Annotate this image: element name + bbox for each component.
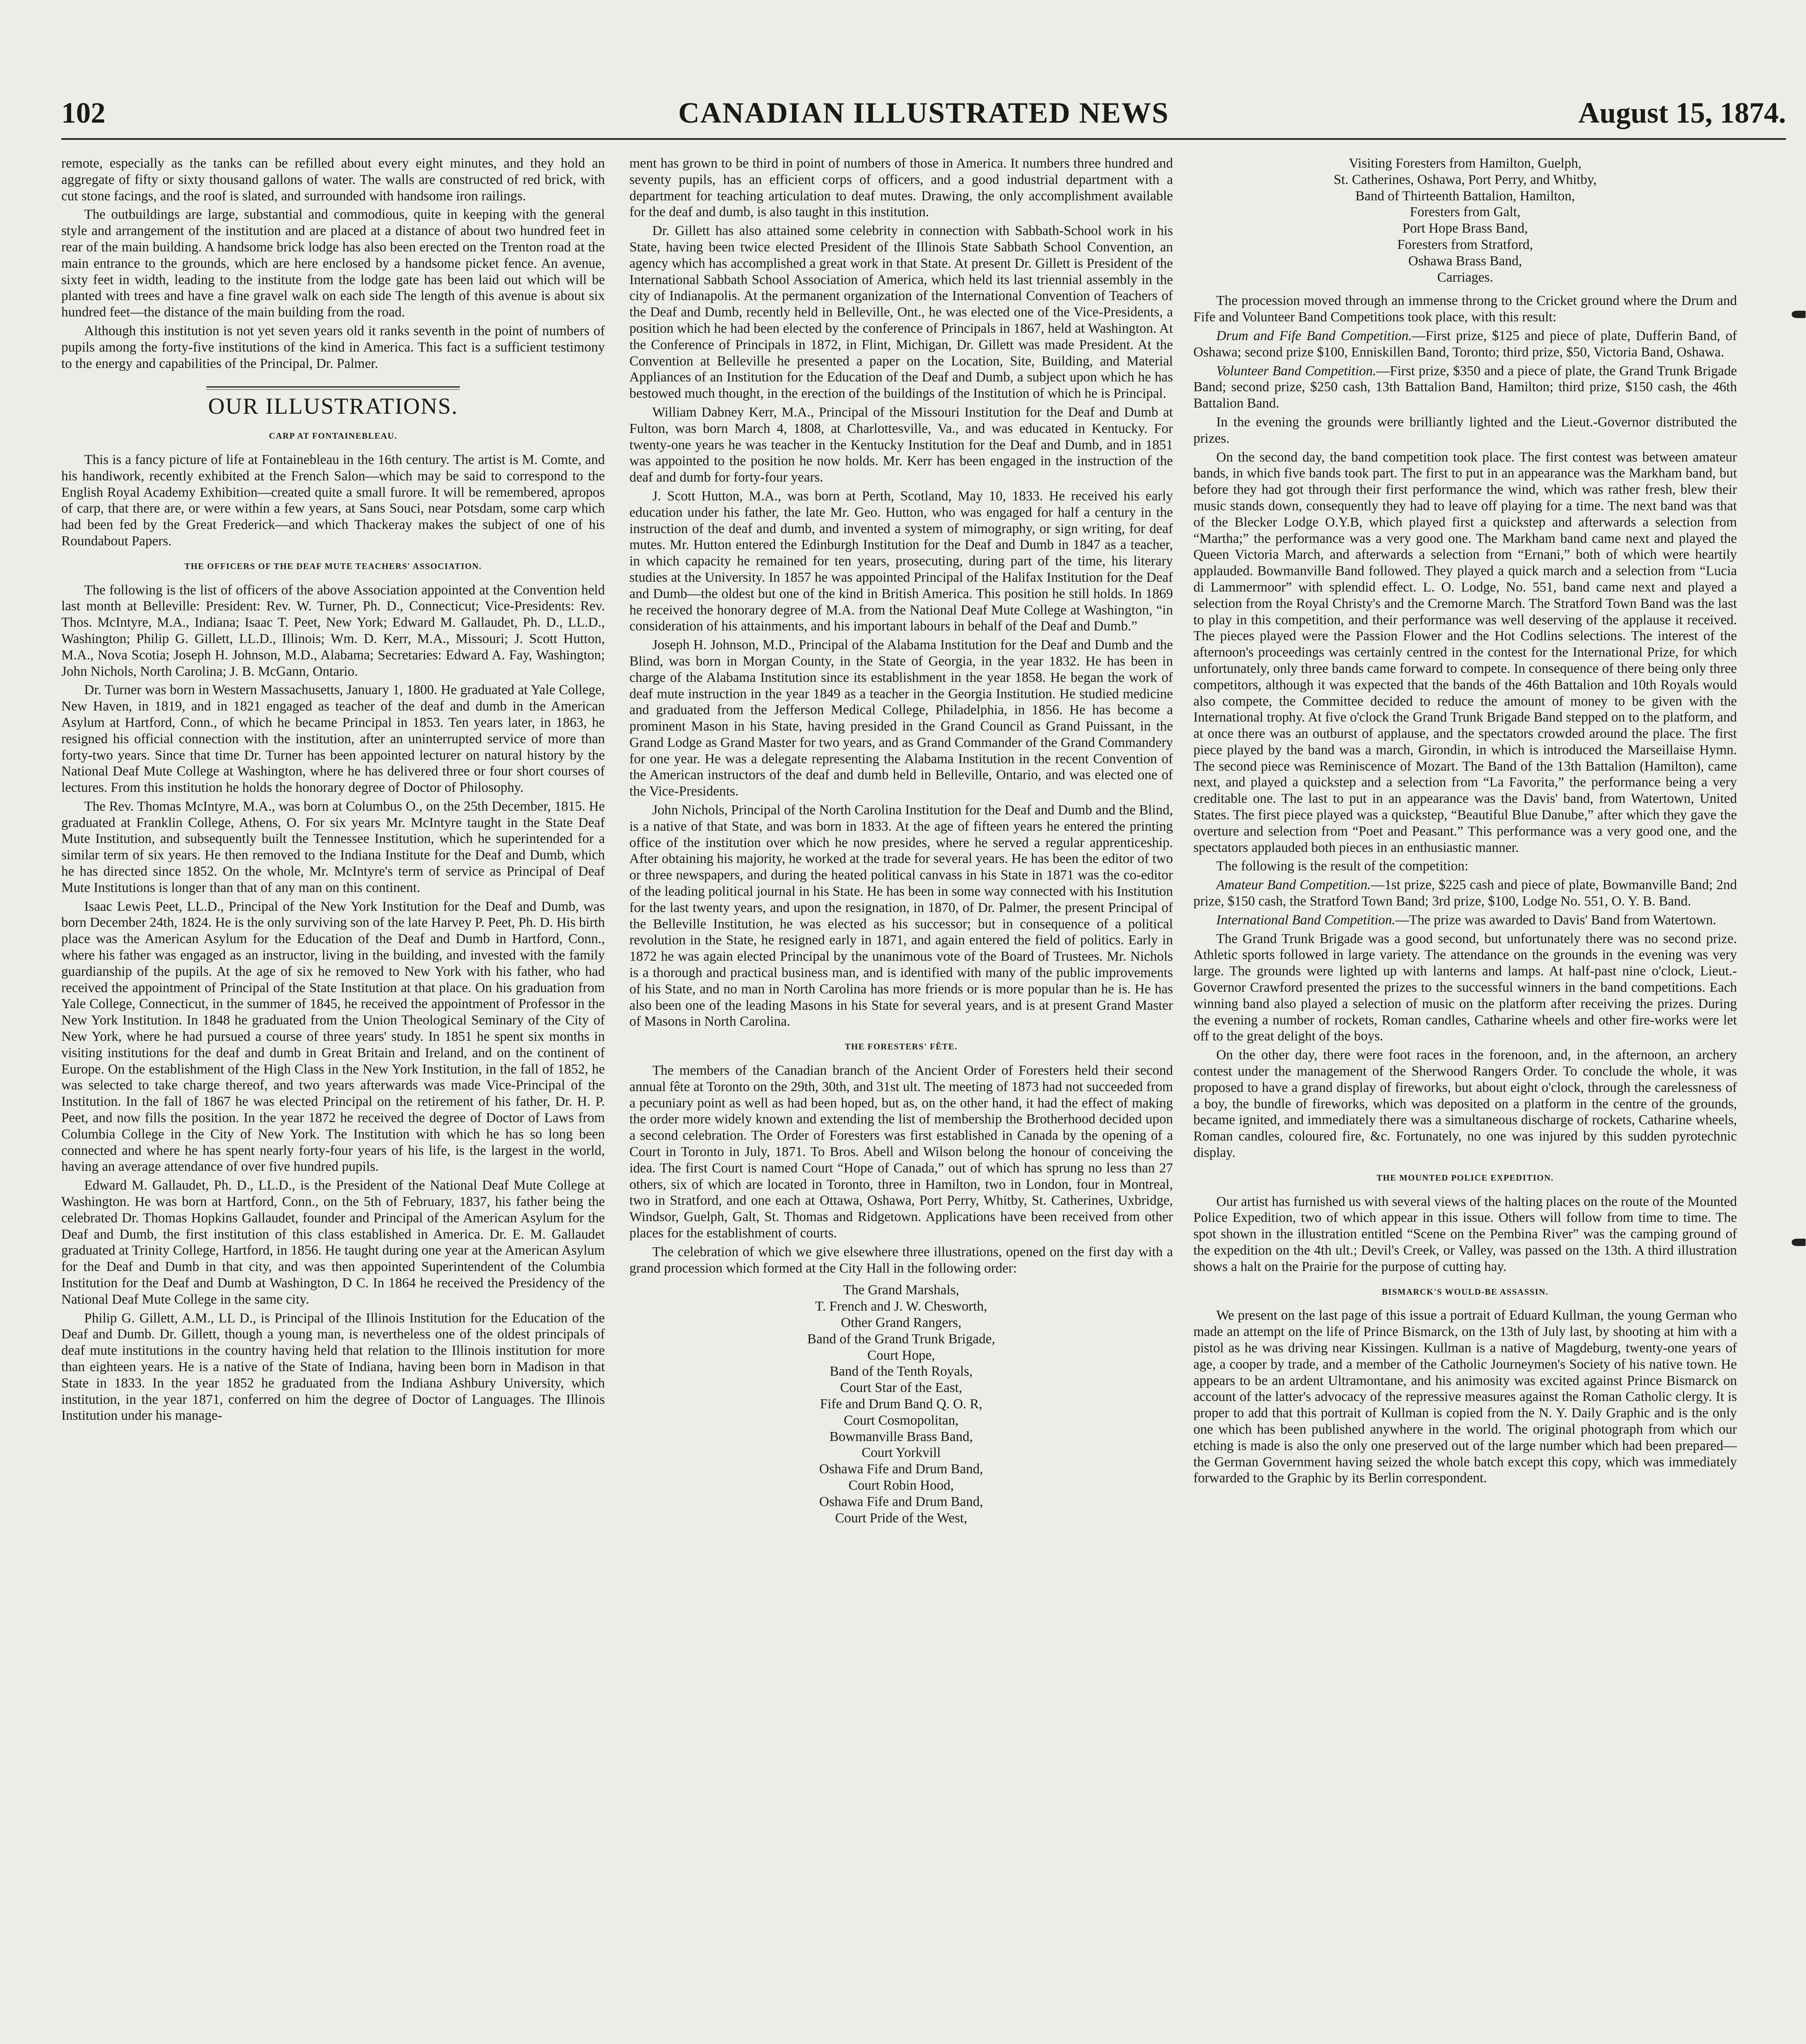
result-label: International Band Competition.	[1216, 912, 1396, 928]
article-paragraph: The following is the result of the competition:	[1216, 858, 1468, 874]
page-header	[61, 96, 1786, 135]
article-paragraph: The celebration of which we give elsewhere three illustrations, opened on the first day with a grand procession which formed at the City Hall in the following order:	[629, 1244, 1173, 1276]
article-paragraph: The Grand Trunk Brigade was a good second, but unfortunately there was no second prize. Athletic sports followed in large variety. The attendance on the grounds in the evening was very large. The grounds were lighted up with lanterns and lamps. At half-past nine o'clock, Lieut.-Governor Crawford presented the prizes to the successful winners in the band competitions. Each winning band also played a selection of music on the platform after receiving the prizes. During the evening a number of rockets, Roman candles, Catharine wheels and other fire-works were let off to the great delight of the boys.	[1193, 931, 1737, 1044]
procession-list	[629, 1282, 1173, 1526]
procession-item: Other Grand Rangers,	[841, 1315, 962, 1330]
article-paragraph: The procession moved through an immense throng to the Cricket ground where the Drum and Fife and Volunteer Band Competitions took place, with this result:	[1193, 293, 1737, 325]
article-paragraph: We present on the last page of this issue a portrait of Eduard Kullman, the young German who made an attempt on the life of Prince Bismarck, on the 13th of July last, by shooting at him with a pistol as he was driving near Kissingen. Kullman is a native of Magdeburg, twenty-one years of age, a cooper by trade, and a member of the Catholic Journeymen's Society of his native town. He appears to be an ardent Ultramontane, and his animosity was excited against Prince Bismarck on account of the latter's advocacy of the repressive measures against the Roman Catholic clergy. It is proper to add that this portrait of Kullman is copied from the N. Y. Daily Graphic and is the only one which has been published anywhere in the world. The original photograph from which our etching is made is also the only one preserved out of the large number which had been prepared—the German Government having seized the whole batch except this copy, which was immediately forwarded to the Graphic by its Berlin correspondent.	[1193, 1308, 1737, 1486]
procession-item: Band of Thirteenth Battalion, Hamilton,	[1355, 188, 1575, 204]
result-text: —First prize, $350 and a piece of plate, the Grand Trunk Brigade Band; second prize, $250 cash, 13th Battalion Band, Hamilton; third prize, $150 cash, the 46th Battalion Band.	[1193, 363, 1737, 411]
header-rule	[61, 138, 1786, 140]
subheading-foresters: THE FORESTERS' FÊTE.	[845, 1042, 958, 1052]
article-paragraph: Our artist has furnished us with several views of the halting places on the route of the Mounted Police Expedition, two of which appear in this issue. Others will follow from time to time. The spot shown in the illustration entitled “Scene on the Pembina River” was the camping ground of the expedition on the 4th ult.; Devil's Creek, or Valley, was passed on the 13th. A third illustration shows a halt on the Prairie for the purpose of cutting hay.	[1193, 1194, 1737, 1274]
article-paragraph: John Nichols, Principal of the North Carolina Institution for the Deaf and Dumb and the Blind, is a native of that State, and was born in 1833. At the age of fifteen years he entered the printing office of the institution over which he now presides, where he served a regular apprenticeship. After obtaining his majority, he worked at the trade for several years. He has been the editor of two or three newspapers, and during the heated political canvass in his State in 1871 was the co-editor of the leading political journal in his State. He has been in some way connected with his Institution for the last twenty years, and upon the resignation, in 1870, of Dr. Palmer, the present Principal of the Belleville Institution, he was elected as his successor; but in consequence of a political revolution in the State, he resigned early in 1871, and again entered the field of politics. Early in 1872 he was again elected Principal by the unanimous vote of the Board of Trustees. Mr. Nichols is a thorough and practical business man, and is identified with many of the public improvements of his State, and no man in North Carolina has more friends or is more popular than he is. He has also been one of the leading Masons in his State for several years, and is at present Grand Master of Masons in North Carolina.	[629, 802, 1173, 1029]
procession-item: Court Yorkvill	[862, 1445, 941, 1461]
article-paragraph: Philip G. Gillett, A.M., LL D., is Principal of the Illinois Institution for the Education of the Deaf and Dumb. Dr. Gillett, though a young man, is nevertheless one of the oldest principals of deaf mute institutions in the country having held that relation to the Illinois institution for more than eighteen years. He is a native of the State of Indiana, having been born in Madison in that State in 1833. In the year 1852 he graduated from the Indiana Ashbury University, which institution, in the year 1871, conferred on him the degree of Doctor of Languages. The Illinois Institution under his manage-	[61, 1310, 605, 1423]
article-paragraph: Isaac Lewis Peet, LL.D., Principal of the New York Institution for the Deaf and Dumb, was born December 24th, 1824. He is the only surviving son of the late Harvey P. Peet, Ph. D. His birth place was the American Asylum for the Education of the Deaf and Dumb in Hartford, Conn., where his father was engaged as an instructor, living in the building, and invested with the family guardianship of the pupils. At the age of six he removed to New York with his father, who had received the appointment of Principal of the State Institution at that place. On his graduation from Yale College, Connecticut, in the summer of 1845, he received the appointment of Professor in the New York Institution. In 1848 he graduated from the Union Theological Seminary of the City of New York, where he had pursued a course of three years' study. In 1851 he spent six months in visiting institutions for the deaf and dumb in Great Britain and Ireland, and on the continent of Europe. On the establishment of the High Class in the New York Institution, in the fall of 1852, he was selected to take charge thereof, and two years afterwards was made Vice-Principal of the Institution. In the fall of 1867 he was elected Principal on the retirement of his father, Dr. H. P. Peet, and now fills the position. In the year 1872 he received the degree of Doctor of Laws from Columbia College in the City of New York. The Institution with which he has so long been connected and where he has spent nearly forty-four years of his life, is the largest in the world, having an average attendance of over five hundred pupils.	[61, 899, 605, 1174]
procession-item: Court Cosmopolitan,	[844, 1412, 959, 1428]
section-divider	[206, 386, 460, 390]
article-paragraph: The Rev. Thomas McIntyre, M.A., was born at Columbus O., on the 25th December, 1815. He graduated at Franklin College, Athens, O. For six years Mr. McIntyre taught in the State Deaf Mute Institution, and subsequently built the Tennessee Institution, which he superintended for a similar term of six years. He then removed to the Indiana Institute for the Deaf and Dumb, which he has directed since 1852. On the whole, Mr. McIntyre's term of service as Principal of Deaf Mute Institutions is longer than that of any man on this continent.	[61, 798, 605, 895]
article-paragraph: Joseph H. Johnson, M.D., Principal of the Alabama Institution for the Deaf and Dumb and the Blind, was born in Morgan County, in the State of Georgia, in the year 1832. He has been in charge of the Alabama Institution since its establishment in the year 1858. He began the work of deaf mute instruction in the year 1849 as a teacher in the Georgia Institution. He studied medicine and graduated from the Jefferson Medical College, Philadelphia, in 1856. He has become a prominent Mason in his State, having presided in the Grand Council as Grand Puissant, in the Grand Lodge as Grand Master for two years, and as Grand Commander of the Grand Commandery for one year. He was a delegate representing the Alabama Institution in the recent Convention of the American instructors of the deaf and dumb held in Belleville, Ontario, and was elected one of the Vice-Presidents.	[629, 637, 1173, 799]
article-paragraph: J. Scott Hutton, M.A., was born at Perth, Scotland, May 10, 1833. He received his early education under his father, the late Mr. Geo. Hutton, who was engaged for half a century in the instruction of the deaf and dumb, and invented a system of mimography, or sign writing, for deaf mutes. Mr. Hutton entered the Edinburgh Institution for the Deaf and Dumb in 1847 as a teacher, in which capacity he remained for ten years, prosecuting, during part of the time, his literary studies at the University. In 1857 he was appointed Principal of the Halifax Institution for the Deaf and Dumb—the oldest but one of the kind in British America. This position he still holds. In 1869 he received the honorary degree of M.A. from the National Deaf Mute College at Washington, “in consideration of his attainments, and his important labours in behalf of the Deaf and Dumb.”	[629, 488, 1173, 634]
procession-item: Fife and Drum Band Q. O. R,	[820, 1396, 982, 1412]
competition-result	[1193, 912, 1737, 928]
procession-item: Bowmanville Brass Band,	[829, 1429, 973, 1444]
procession-item: Court Robin Hood,	[848, 1477, 954, 1493]
procession-item: Port Hope Brass Band,	[1402, 221, 1528, 236]
subheading-carp: CARP AT FONTAINEBLEAU.	[269, 431, 397, 441]
column-2	[629, 155, 1173, 1533]
article-paragraph: ment has grown to be third in point of numbers of those in America. It numbers three hundred and seventy pupils, has an efficient corps of officers, and a good industrial department with a department for teaching articulation to deaf mutes. Drawing, the only accomplishment available for the deaf and dumb, is also taught in this institution.	[629, 156, 1173, 220]
procession-item: Visiting Foresters from Hamilton, Guelph,	[1349, 156, 1582, 171]
competition-result	[1193, 328, 1737, 361]
procession-item: Carriages.	[1437, 269, 1493, 285]
article-paragraph: Edward M. Gallaudet, Ph. D., LL.D., is the President of the National Deaf Mute College at Washington. He was born at Hartford, Conn., on the 5th of February, 1837, his father being the celebrated Dr. Thomas Hopkins Gallaudet, founder and Principal of the American Asylum for the Deaf and Dumb, the first institution of this class established in America. Dr. E. M. Gallaudet graduated at Trinity College, Hartford, in 1856. He taught during one year at the American Asylum for the Deaf and Dumb in that city, and was then appointed Superintendent of the Columbia Institution for the Deaf and Dumb at Washington, D C. In 1864 he received the Presidency of the National Deaf Mute College in the same city.	[61, 1178, 605, 1307]
article-paragraph: The outbuildings are large, substantial and commodious, quite in keeping with the general style and arrangement of the institution and are placed at a distance of about two hundred feet in rear of the main building. A handsome brick lodge has also been erected on the Trenton road at the main entrance to the grounds, which are here enclosed by a handsome picket fence. An avenue, sixty feet in width, leading to the institute from the lodge gate has been laid out which will be planted with trees and have a fine gravel walk on each side The length of this avenue is about six hundred feet—the distance of the main building from the road.	[61, 207, 605, 320]
result-label: Drum and Fife Band Competition.	[1216, 328, 1412, 343]
issue-date: August 15, 1874.	[1578, 96, 1786, 129]
article-paragraph: On the second day, the band competition took place. The first contest was between amateur bands, in which five bands took part. The first to put in an appearance was the Markham band, but before they had got through their first performance the wind, which was rather fresh, blew their music stands down, consequently they had to leave off playing for a time. The next band was that of the Blecker Lodge O.Y.B, which played first a quickstep and afterwards a selection from “Martha;” the performance was a very good one. The Markham band came next and played the Queen Victoria March, and afterwards a selection from “Ernani,” both of which were heartily applauded. Bowmanville Band followed. They played a quick march and a selection from “Lucia di Lammermoor” with splendid effect. L. O. Lodge, No. 551, band came next and played a selection from the Royal Christy's and the Cremorne March. The Stratford Town Band was the last to play in this competition, and their performance was well deserving of the applause it received. The pieces played were the Passion Flower and the Hot Codlins selections. The interest of the afternoon's proceedings was certainly centred in the contest for the International Prize, for which unfortunately, only three bands came forward to compete. In consequence of there being only three competitors, although it was expected that the bands of the 46th Battalion and 10th Royals would also compete, the Committee decided to reduce the amount of money to be given with the International trophy. At five o'clock the Grand Trunk Brigade Band stepped on to the platform, and at once there was an outburst of applause, and the spectators crowded around the place. The first piece played by the band was a march, Girondin, in which is introduced the Marseillaise Hymn. The second piece was Reminiscence of Mozart. The Band of the 13th Battalion (Hamilton), came next, and played a quickstep and a selection from “La Favorita,” the performance being a very creditable one. The last to put in an appearance was the Davis' band, from Watertown, United States. The first piece played was a quickstep, “Beautiful Blue Danube,” after which they gave the overture and selection from “Poet and Peasant.” This performance was a very good one, and the spectators applauded both pieces in an enthusiastic manner.	[1193, 449, 1737, 855]
procession-item: Foresters from Galt,	[1410, 204, 1521, 220]
column-3	[1193, 155, 1737, 1489]
procession-item: Court Star of the East,	[840, 1380, 962, 1396]
procession-item: Band of the Grand Trunk Brigade,	[807, 1331, 995, 1347]
column-1	[61, 155, 605, 1426]
procession-list-continued	[1193, 155, 1737, 285]
binding-mark	[1792, 311, 1806, 318]
subheading-mounted-police: THE MOUNTED POLICE EXPEDITION.	[1376, 1172, 1554, 1183]
article-paragraph: This is a fancy picture of life at Fontainebleau in the 16th century. The artist is M. Comte, and his handiwork, recently exhibited at the French Salon—which may be said to correspond to the English Royal Academy Exhibition—created quite a small furore. It will be remembered, apropos of carp, that there are, or were within a few years, at Sans Souci, near Potsdam, some carp which had been fed by the Great Frederick—and which Thackeray makes the subject of one of his Roundabout Papers.	[61, 452, 605, 549]
article-paragraph: In the evening the grounds were brilliantly lighted and the Lieut.-Governor distributed the prizes.	[1193, 414, 1737, 446]
article-paragraph: Dr. Turner was born in Western Massachusetts, January 1, 1800. He graduated at Yale College, New Haven, in 1819, and in 1821 engaged as teacher of the deaf and dumb in the American Asylum at Hartford, Conn., of which he became Principal in 1853. Ten years later, in 1863, he resigned his official connection with the institution, after an uninterrupted service of more than forty-two years. Since that time Dr. Turner has been appointed lecturer on natural history by the National Deaf Mute College at Washington, where he has delivered three or four short courses of lectures. From this institution he holds the honorary degree of Doctor of Philosophy.	[61, 682, 605, 796]
page-number: 102	[61, 96, 105, 129]
procession-item: Court Pride of the West,	[835, 1510, 967, 1526]
procession-item: Foresters from Stratford,	[1397, 237, 1533, 252]
competition-result	[1193, 363, 1737, 412]
procession-item: The Grand Marshals,	[843, 1282, 959, 1298]
article-paragraph: Although this institution is not yet seven years old it ranks seventh in the point of numbers of pupils among the forty-five institutions of the kind in America. This fact is a sufficient testimony to the energy and capabilities of the Principal, Dr. Palmer.	[61, 323, 605, 371]
article-paragraph: On the other day, there were foot races in the forenoon, and, in the afternoon, an archery contest under the management of the Sherwood Rangers Order. To conclude the whole, it was proposed to have a grand display of fireworks, but about eight o'clock, through the carelessness of a boy, the bundle of fireworks, which was deposited on a platform in the centre of the grounds, became ignited, and immediately there was a simultaneous discharge of rockets, Catharine wheels, Roman candles, coloured fire, &c. Fortunately, no one was injured by this sudden pyrotechnic display.	[1193, 1047, 1737, 1161]
binding-mark	[1792, 1239, 1806, 1246]
procession-item: T. French and J. W. Chesworth,	[815, 1299, 987, 1314]
competition-result	[1193, 877, 1737, 910]
procession-item: Oshawa Fife and Drum Band,	[819, 1494, 983, 1509]
result-label: Amateur Band Competition.	[1216, 877, 1371, 893]
article-paragraph: remote, especially as the tanks can be refilled about every eight minutes, and they hold an aggregate of fifty or sixty thousand gallons of water. The walls are constructed of red brick, with cut stone facings, and the roof is slated, and surrounded with handsome iron railings.	[61, 156, 605, 204]
subheading-bismarck: BISMARCK'S WOULD-BE ASSASSIN.	[1382, 1286, 1549, 1297]
result-text: —1st prize, $225 cash and piece of plate, Bowmanville Band; 2nd prize, $150 cash, the Stratford Town Band; 3rd prize, $100, Lodge No. 551, O. Y. B. Band.	[1193, 877, 1737, 909]
result-text: —First prize, $125 and piece of plate, Dufferin Band, of Oshawa; second prize $100, Enniskillen Band, Toronto; third prize, $50, Victoria Band, Oshawa.	[1193, 328, 1737, 360]
subheading-officers: THE OFFICERS OF THE DEAF MUTE TEACHERS' ASSOCIATION.	[184, 561, 482, 571]
procession-item: Court Hope,	[867, 1347, 935, 1363]
result-label: Volunteer Band Competition.	[1216, 363, 1376, 379]
article-paragraph: The members of the Canadian branch of the Ancient Order of Foresters held their second annual fête at Toronto on the 29th, 30th, and 31st ult. The meeting of 1873 had not succeeded from a pecuniary point as well as had been hoped, but as, on the other hand, it had the effect of making the order more widely known and extending the list of membership the Brotherhood decided upon a second celebration. The Order of Foresters was first established in Canada by the opening of a Court in Toronto in July, 1871. To Bros. Abell and Wilson belong the honour of conceiving the idea. The first Court is named Court “Hope of Canada,” out of which has sprung no less than 27 others, six of which are located in Toronto, three in Hamilton, two in London, four in Montreal, two in Stratford, and one each at Ottawa, Oshawa, Port Perry, Whitby, St. Catherines, Uxbridge, Windsor, Guelph, Galt, St. Thomas and Ridgetown. Applications have been received from other places for the establishment of courts.	[629, 1063, 1173, 1241]
article-paragraph: Dr. Gillett has also attained some celebrity in connection with Sabbath-School work in his State, having been twice elected President of the Illinois State Sabbath School Convention, an agency which has accomplished a great work in that State. At present Dr. Gillett is President of the International Sabbath School Association of America, which held its last triennial assembly in the city of Indianapolis. At the permanent organization of the International Convention of Teachers of the Deaf and Dumb, recently held in Belleville, Ont., he was elected one of the Vice-Presidents, a position which he had been elected by the conference of Principals in 1867, held at Washington. At the Conference of Principals in 1872, in Flint, Michigan, Dr. Gillett was made President. At the Convention at Belleville he presented a paper on the Location, Site, Building, and Material Appliances of an Institution for the Education of the Deaf and Dumb, a subject upon which he has bestowed much thought, in the erection of the buildings of the Institution of which he is Principal.	[629, 223, 1173, 401]
procession-item: Oshawa Fife and Drum Band,	[819, 1461, 983, 1477]
article-paragraph: William Dabney Kerr, M.A., Principal of the Missouri Institution for the Deaf and Dumb at Fulton, was born March 4, 1808, at Charlottesville, Va., and was educated in Kentucky. For twenty-one years he was teacher in the Kentucky Institution for the Deaf and Dumb, and in 1851 was appointed to the position he now holds. Mr. Kerr has been engaged in the instruction of the deaf and dumb for forty-four years.	[629, 404, 1173, 485]
procession-item: Band of the Tenth Royals,	[830, 1364, 973, 1379]
result-text: —The prize was awarded to Davis' Band from Watertown.	[1395, 912, 1716, 928]
article-paragraph: The following is the list of officers of the above Association appointed at the Convention held last month at Belleville: President: Rev. W. Turner, Ph. D., Connecticut; Vice-Presidents: Rev. Thos. McIntyre, M.A., Indiana; Isaac T. Peet, New York; Edward M. Gallaudet, Ph. D., LL.D., Washington; Philip G. Gillett, LL.D., Illinois; Wm. D. Kerr, M.A., Missouri; J. Scott Hutton, M.A., Nova Scotia; Joseph H. Johnson, M.D., Alabama; Secretaries: Edward A. Fay, Washington; John Nichols, North Carolina; J. B. McGann, Ontario.	[61, 582, 605, 679]
masthead-title: CANADIAN ILLUSTRATED NEWS	[678, 96, 1169, 129]
procession-item: Oshawa Brass Band,	[1408, 253, 1522, 269]
procession-item: St. Catherines, Oshawa, Port Perry, and Whitby,	[1334, 172, 1597, 187]
section-heading-our-illustrations: OUR ILLUSTRATIONS.	[208, 394, 458, 419]
